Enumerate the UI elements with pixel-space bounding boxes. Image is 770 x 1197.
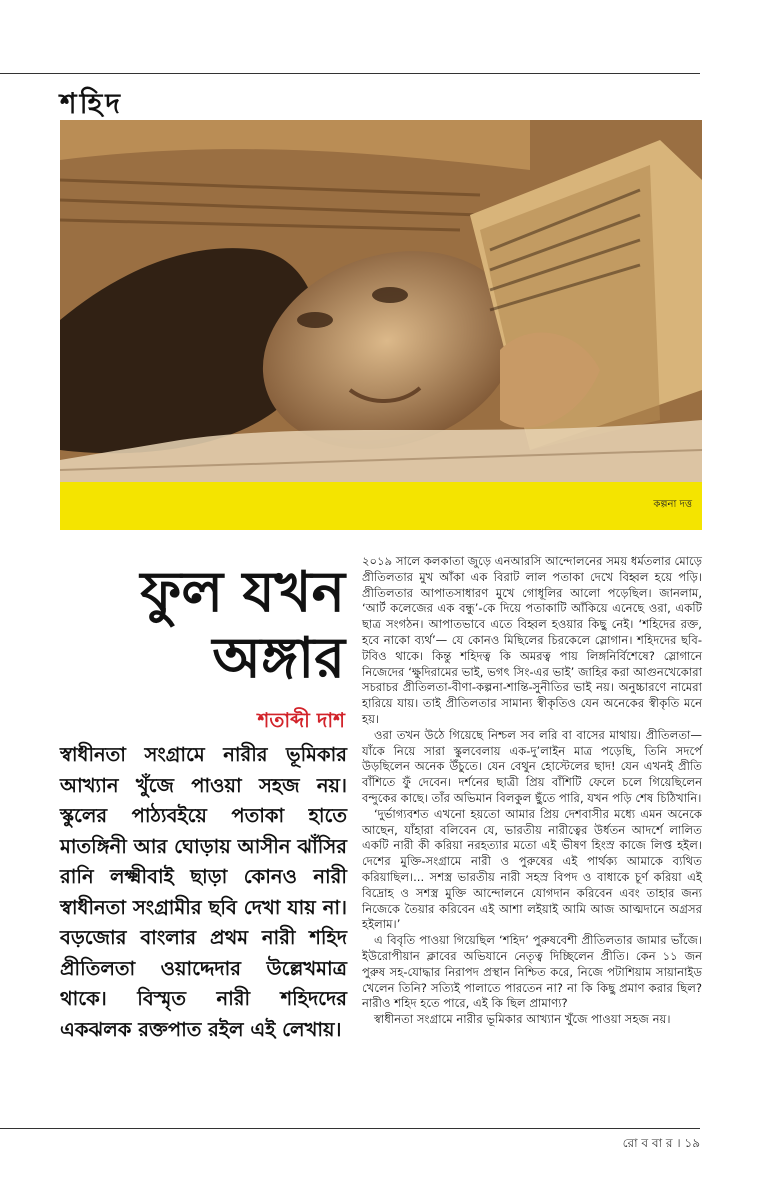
portrait-photo	[60, 120, 702, 482]
article-headline	[80, 560, 345, 692]
article-intro: স্বাধীনতা সংগ্রামে নারীর ভূমিকার আখ্যান খুঁজে পাওয়া সহজ নয়। স্কুলের পাঠ্যবইয়ে পতাকা হাতে মাতঙ্গিনী আর ঘোড়ায় আসীন ঝাঁসির রানি লক্ষ্মীবাই ছাড়া কোনও নারী স্বাধীনতা সংগ্রামীর ছবি দেখা যায় না। বড়জোর বাংলার প্রথম নারী শহিদ প্রীতিলতা ওয়াদ্দেদার উল্লেখমাত্র থাকে। বিস্মৃত নারী শহিদদের একঝলক রক্তপাত রইল এই লেখায়।	[60, 743, 347, 1041]
portrait-illustration	[60, 120, 702, 482]
body-paragraph: এ বিবৃতি পাওয়া গিয়েছিল ‘শহিদ’ পুরুষবেশী প্রীতিলতার জামার ভাঁজে। ইউরোপীয়ান ক্লাবের অভিযানে নেতৃত্ব দিচ্ছিলেন প্রীতি। কেন ১১ জন পুরুষ সহ-যোদ্ধার নিরাপদ প্রস্থান নিশ্চিত করে, নিজে পটাশিয়াম সায়ানাইড খেলেন তিনি? সত্যিই পালাতে পারতেন না? না কি কিছু প্রমাণ করার ছিল? নারীও শহিদ হতে পারে, এই কি ছিল প্রামাণ্য?	[362, 933, 702, 1011]
photo-caption: কল্পনা দত্ত	[653, 499, 692, 510]
body-paragraph: স্বাধীনতা সংগ্রামে নারীর ভূমিকার আখ্যান খুঁজে পাওয়া সহজ নয়।	[374, 1012, 671, 1027]
body-paragraph: ২০১৯ সালে কলকাতা জুড়ে এনআরসি আন্দোলনের সময় ধর্মতলার মোড়ে প্রীতিলতার মুখ আঁকা এক বিরাট লাল পতাকা দেখে বিহ্বল হয়ে পড়ি। প্রীতিলতার আপাতসাধারণ মুখে গোধূলির আলো পড়েছিল। জানলাম, ‘আর্ট কলেজের এক বন্ধু’-কে দিয়ে পতাকাটি আঁকিয়ে এনেছে ওরা, একটি ছাত্র সংগঠন। আপাতভাবে এতে বিহ্বল হওয়ার কিছু নেই। ‘শহিদের রক্ত, হবে নাকো ব্যর্থ’— যে কোনও মিছিলের চিরকেলে স্লোগান। শহিদদের ছবি-টবিও থাকে। কিন্তু শহিদত্ব কি অমরত্ব পায় লিঙ্গনির্বিশেষে? স্লোগানে নিজেদের ‘ক্ষুদিরামের ভাই, ভগৎ সিং-এর ভাই’ জাহির করা আগুনখেকোরা সচরাচর প্রীতিলতা-বীণা-কল্পনা-শান্তি-সুনীতির ভাই নয়। অনুচ্চারণে নামেরা হারিয়ে যায়। তাই প্রীতিলতার সামান্য স্বীকৃতিও যেন অনেকের স্বীকৃতি মনে হয়।	[362, 554, 702, 726]
headline-line-1: ফুল যখন	[140, 560, 345, 625]
bottom-rule	[0, 1128, 700, 1129]
photo-block	[60, 120, 702, 530]
body-paragraph: ‘দুর্ভাগ্যবশত এখনো হয়তো আমার প্রিয় দেশবাসীর মধ্যে এমন অনেকে আছেন, যাঁহারা বলিবেন যে, ভারতীয় নারীত্বের উর্ধতন আদর্শে লালিত একটি নারী কী করিয়া নরহত্যার মতো এই ভীষণ হিংস্র কাজে লিপ্ত হইল। দেশের মুক্তি-সংগ্রামে নারী ও পুরুষের এই পার্থক্য আমাকে ব্যথিত করিয়াছিল।... সশস্ত্র ভারতীয় নারী সহস্র বিপদ ও বাধাকে চূর্ণ করিয়া এই বিদ্রোহ ও সশস্ত্র মুক্তি আন্দোলনে যোগদান করিবেন এবং তাহার জন্য নিজেকে তৈয়ার করিবেন এই আশা লইয়াই আমি আজ আত্মদানে অগ্রসর হইলাম।’	[362, 806, 702, 932]
page-folio: রো ব বা র । ১৯	[622, 1136, 700, 1150]
top-rule	[0, 73, 700, 74]
section-label: শহিদ	[60, 87, 123, 120]
author-byline: শতাব্দী দাশ	[257, 708, 345, 732]
article-body	[362, 554, 702, 1028]
body-paragraph: ওরা তখন উঠে গিয়েছে নিশ্চল সব লরি বা বাসের মাথায়। প্রীতিলতা— যাঁকে নিয়ে সারা স্কুলবেলায় এক-দু’লাইন মাত্র পড়েছি, তিনি সদর্পে উড়ছিলেন অনেক উঁচুতে। যেন বেথুন হোস্টেলের ছাদ! যেন এখনই প্রীতি বাঁশিতে ফুঁ দেবেন। দর্শনের ছাত্রী প্রিয় বাঁশিটি ফেলে চলে গিয়েছিলেন বন্দুকের কাছে। তাঁর অভিমান বিলকুল ছুঁতে পারি, যখন পড়ি শেষ চিঠিখানি।	[362, 727, 702, 805]
headline-line-2: অঙ্গার	[212, 626, 345, 691]
